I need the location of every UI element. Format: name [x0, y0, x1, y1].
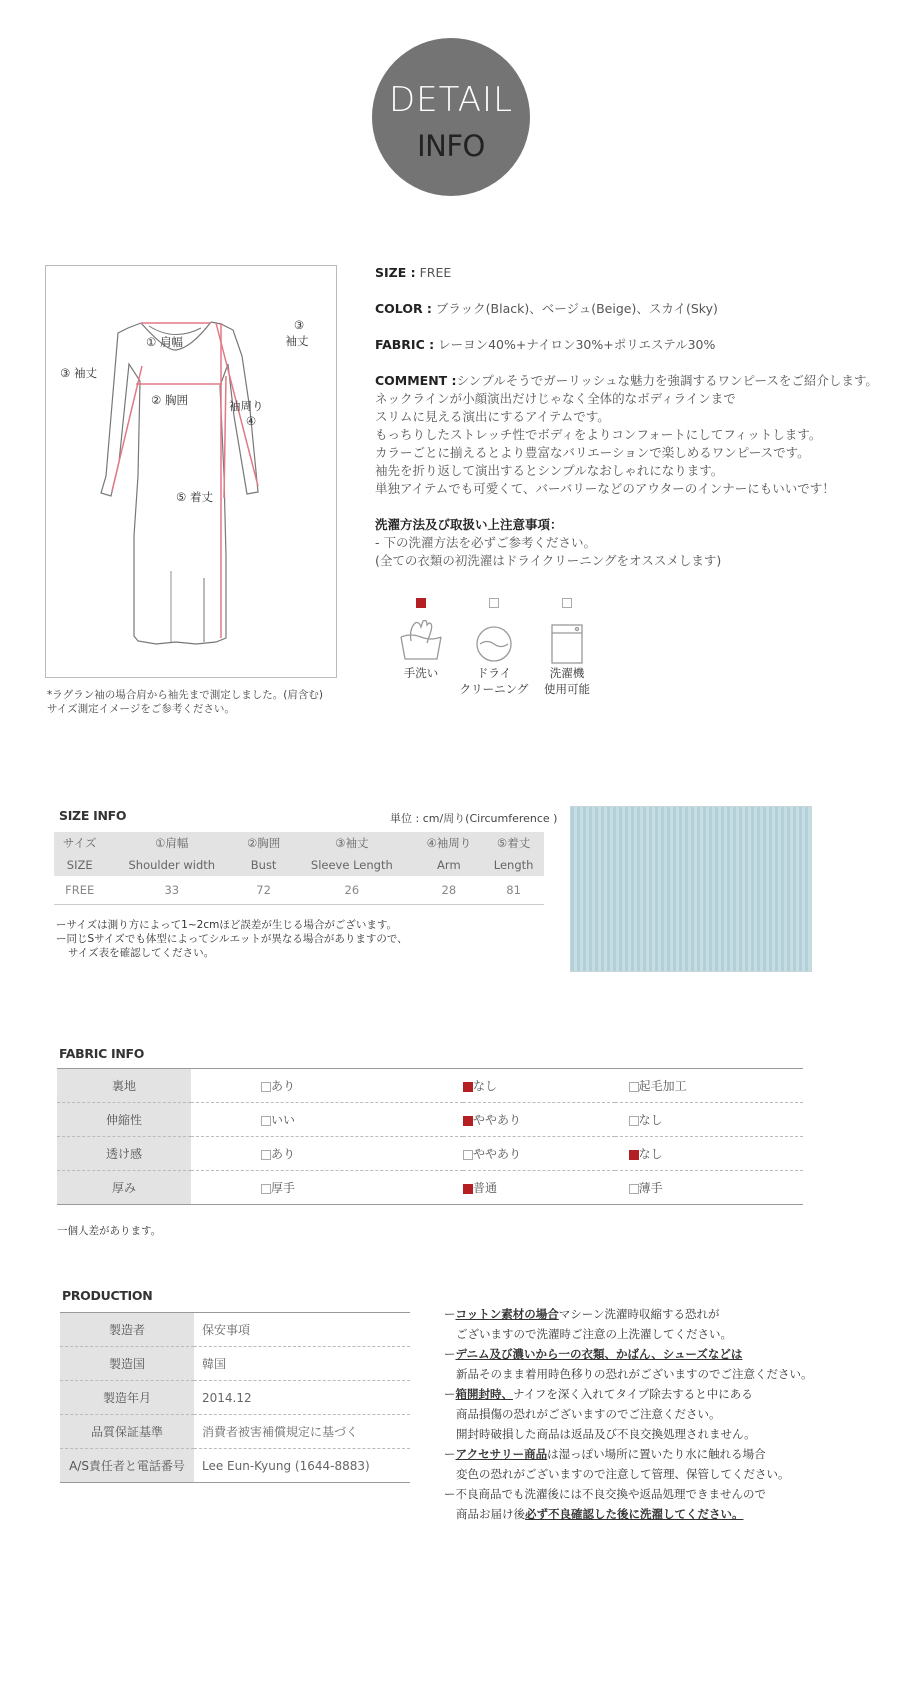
size-table [54, 832, 544, 905]
label-sleeve-right-num: ③ [293, 318, 305, 332]
caution-3-text: ナイフを深く入れてタイプ除去すると中にある [513, 1387, 753, 1401]
table-row [57, 1137, 803, 1171]
size-th: Length [483, 854, 544, 876]
wash-option-dry [454, 592, 534, 697]
fabric-note: 一個人差があります。 [57, 1225, 162, 1237]
option-label: 薄手 [638, 1181, 663, 1195]
production-label: A/S責任者と電話番号 [60, 1449, 194, 1483]
comment-text-2: ネックラインが小顔演出だけじゃなく全体的なボディラインまで [375, 391, 736, 406]
checkbox [261, 1082, 271, 1092]
wash-option-machine [527, 592, 607, 697]
table-row [57, 1103, 803, 1137]
label-arm: 袖周り [229, 399, 264, 413]
comment-text-7: 単独アイテムでも可愛くて、バーバリーなどのアウターのインナーにもいいです！ [375, 481, 835, 496]
table-row [60, 1449, 410, 1483]
checkbox [463, 1150, 473, 1160]
dry-clean-checkbox [489, 598, 499, 608]
size-cell: 28 [415, 876, 484, 905]
fabric-row-label: 厚み [57, 1171, 191, 1205]
checkbox [629, 1082, 639, 1092]
measurement-diagram [45, 265, 337, 678]
size-th: Shoulder width [105, 854, 238, 876]
size-header-en [54, 854, 544, 876]
checkbox [463, 1116, 473, 1126]
fabric-line [375, 336, 715, 354]
size-line [375, 264, 451, 282]
size-th: ①肩幅 [105, 832, 238, 854]
badge-line2: INFO [417, 129, 485, 163]
production-table [60, 1312, 410, 1483]
comment-text-4: もっちりしたストレッチ性でボディをよりコンフォートにしてフィットします。 [375, 427, 822, 442]
production-value: Lee Eun-Kyung (1644-8883) [194, 1449, 410, 1483]
fabric-row-label: 裏地 [57, 1069, 191, 1103]
option-label: ややあり [472, 1113, 521, 1127]
diagram-note-1: *ラグラン袖の場合肩から袖先まで測定しました。(肩含む) [47, 689, 323, 701]
option-label: あり [271, 1079, 296, 1093]
table-row [60, 1381, 410, 1415]
dry-clean-label-2: クリーニング [459, 682, 529, 696]
caution-3-emphasis: 箱開封時、 [455, 1387, 513, 1401]
size-th: ②胸囲 [238, 832, 289, 854]
size-th: ④袖周り [415, 832, 484, 854]
comment-line [375, 372, 878, 390]
option-label: 普通 [472, 1181, 497, 1195]
hand-wash-icon [381, 615, 461, 665]
table-row [57, 1069, 803, 1103]
caution-5-line1: ー不良商品でも洗濯後には不良交換や返品処理できませんので [444, 1487, 766, 1501]
checkbox [629, 1184, 639, 1194]
label-length: ⑤ 着丈 [176, 490, 213, 504]
option-label: なし [638, 1113, 663, 1127]
caution-4-text: は湿っぽい場所に置いたり水に触れる場合 [547, 1447, 766, 1461]
size-cell: 81 [483, 876, 544, 905]
washing-machine-label-2: 使用可能 [544, 682, 590, 696]
caution-3-line2: 商品損傷の恐れがございますのでご注意ください。 [456, 1407, 721, 1421]
comment-text-1: シンプルそうでガーリッシュな魅力を強調するワンピースをご紹介します。 [456, 373, 878, 388]
option-label: ややあり [472, 1147, 521, 1161]
size-label: SIZE : [375, 265, 416, 280]
caution-1-emphasis: コットン素材の場合 [455, 1307, 559, 1321]
label-shoulder: ① 肩幅 [146, 335, 183, 349]
caution-3-line3: 開封時破損した商品は返品及び不良交換処理されません。 [456, 1427, 756, 1441]
size-note-2: ー同じSサイズでも体型によってシルエットが異なる場合がありますので、 [56, 933, 408, 945]
checkbox [261, 1184, 271, 1194]
comment-label: COMMENT : [375, 373, 457, 388]
fabric-value: レーヨン40%+ナイロン30%+ポリエステル30% [438, 337, 716, 352]
option-label: いい [271, 1113, 296, 1127]
fabric-info-title: FABRIC INFO [59, 1046, 145, 1061]
table-row [60, 1313, 410, 1347]
production-value: 2014.12 [194, 1381, 410, 1415]
fabric-table [57, 1068, 803, 1205]
checkbox [463, 1184, 473, 1194]
label-sleeve-right: 袖丈 [285, 334, 309, 348]
checkbox [629, 1116, 639, 1126]
option-label: なし [638, 1147, 663, 1161]
production-value: 保安事項 [194, 1313, 410, 1347]
checkbox [463, 1082, 473, 1092]
color-label: COLOR : [375, 301, 432, 316]
size-cell: 33 [105, 876, 238, 905]
size-note-1: ーサイズは測り方によって1~2cmほど誤差が生じる場合がございます。 [56, 919, 397, 931]
wash-line-1: - 下の洗濯方法を必ずご参考ください。 [375, 535, 596, 550]
size-value: FREE [419, 265, 452, 280]
caution-4-emphasis: アクセサリー商品 [455, 1447, 548, 1461]
size-header-jp [54, 832, 544, 854]
size-th: Bust [238, 854, 289, 876]
caution-2-emphasis: デニム及び濃いから一の衣類、かばん、シューズなどは [455, 1347, 743, 1361]
production-label: 製造年月 [60, 1381, 194, 1415]
checkbox [629, 1150, 639, 1160]
caution-2-line2: 新品そのまま着用時色移りの恐れがございますのでご注意ください。 [456, 1367, 813, 1381]
diagram-note-2: サイズ測定イメージをご参考ください。 [47, 703, 235, 715]
option-label: 厚手 [271, 1181, 296, 1195]
table-row [54, 876, 544, 905]
production-title: PRODUCTION [62, 1288, 153, 1303]
label-bust: ② 胸囲 [151, 393, 188, 407]
size-info-title: SIZE INFO [59, 808, 127, 823]
badge-line1: DETAIL [388, 80, 514, 120]
dry-clean-label-1: ドライ [476, 666, 512, 680]
size-th: Arm [415, 854, 484, 876]
comment-text-6: 袖先を折り返して演出するとシンプルなおしゃれになります。 [375, 463, 724, 478]
size-cell: 26 [289, 876, 414, 905]
caution-4-line2: 変色の恐れがございますので注意して管理、保管してください。 [456, 1467, 790, 1481]
wash-line-2: (全ての衣類の初洗濯はドライクリーニングをオススメします) [375, 553, 722, 568]
comment-block [375, 372, 878, 498]
production-label: 製造者 [60, 1313, 194, 1347]
production-label: 品質保証基準 [60, 1415, 194, 1449]
size-th: SIZE [54, 854, 105, 876]
caution-notes: ーコットン素材の場合マシーン洗濯時収縮する恐れが ございますので洗濯時ご注意の上洗濯してください。 ーデニム及び濃いから一の衣類、かばん、シューズなどは 新品そのまま着用時色移りの恐れがございますのでご注意ください。 ー箱開封時、ナイフを深く入れてタイプ除去すると中にある 商品損傷の恐れがございますのでご注意ください。 開封時破損した商品は返品及び不良交換処理されません。 ーアクセサリー商品は湿っぽい場所に置いたり水に触れる場合 変色の恐れがございますので注意して管理、保管してください。 ー不良商品でも洗濯後には不良交換や返品処理できませんので 商品お届け後必ず不良確認した後に洗濯してください。 [444, 1307, 813, 1521]
color-line [375, 300, 718, 318]
label-arm-num: ④ [245, 414, 257, 428]
size-unit: 単位 : cm/周り(Circumference ) [390, 812, 558, 825]
checkbox [261, 1116, 271, 1126]
washing-machine-label-1: 洗濯機 [549, 666, 585, 680]
table-row [60, 1347, 410, 1381]
table-row [57, 1171, 803, 1205]
comment-text-3: スリムに見える演出にするアイテムです。 [375, 409, 610, 424]
caution-5-emphasis: 必ず不良確認した後に洗濯してください。 [525, 1507, 744, 1521]
hand-wash-checkbox [416, 598, 426, 608]
detail-info-badge [372, 38, 530, 196]
wash-title: 洗濯方法及び取扱い上注意事項： [375, 517, 563, 532]
caution-5-pre: 商品お届け後 [456, 1507, 525, 1521]
label-sleeve-left: ③ 袖丈 [60, 366, 97, 380]
caution-1-text: マシーン洗濯時収縮する恐れが [558, 1307, 720, 1321]
table-row [60, 1415, 410, 1449]
production-label: 製造国 [60, 1347, 194, 1381]
hand-wash-label: 手洗い [403, 666, 439, 680]
caution-1-line2: ございますので洗濯時ご注意の上洗濯してください。 [456, 1327, 732, 1341]
size-th: サイズ [54, 832, 105, 854]
option-label: なし [472, 1079, 497, 1093]
size-note-3: サイズ表を確認してください。 [68, 947, 215, 959]
fabric-label: FABRIC : [375, 337, 435, 352]
dry-clean-icon [454, 615, 534, 665]
size-cell: 72 [238, 876, 289, 905]
fabric-swatch-image [570, 806, 812, 972]
comment-text-5: カラーごとに揃えるとより豊富なバリエーションで楽しめるワンピースです。 [375, 445, 810, 460]
option-label: あり [271, 1147, 296, 1161]
color-value: ブラック(Black)、ベージュ(Beige)、スカイ(Sky) [435, 301, 718, 316]
wash-option-hand [381, 592, 461, 681]
checkbox [261, 1150, 271, 1160]
option-label: 起毛加工 [638, 1079, 687, 1093]
size-th: Sleeve Length [289, 854, 414, 876]
fabric-row-label: 透け感 [57, 1137, 191, 1171]
production-value: 消費者被害補償規定に基づく [194, 1415, 410, 1449]
washing-machine-icon [527, 615, 607, 665]
size-cell: FREE [54, 876, 105, 905]
size-th: ⑤着丈 [483, 832, 544, 854]
washing-machine-checkbox [562, 598, 572, 608]
size-th: ③袖丈 [289, 832, 414, 854]
production-value: 韓国 [194, 1347, 410, 1381]
fabric-row-label: 伸縮性 [57, 1103, 191, 1137]
wash-block [375, 516, 721, 570]
